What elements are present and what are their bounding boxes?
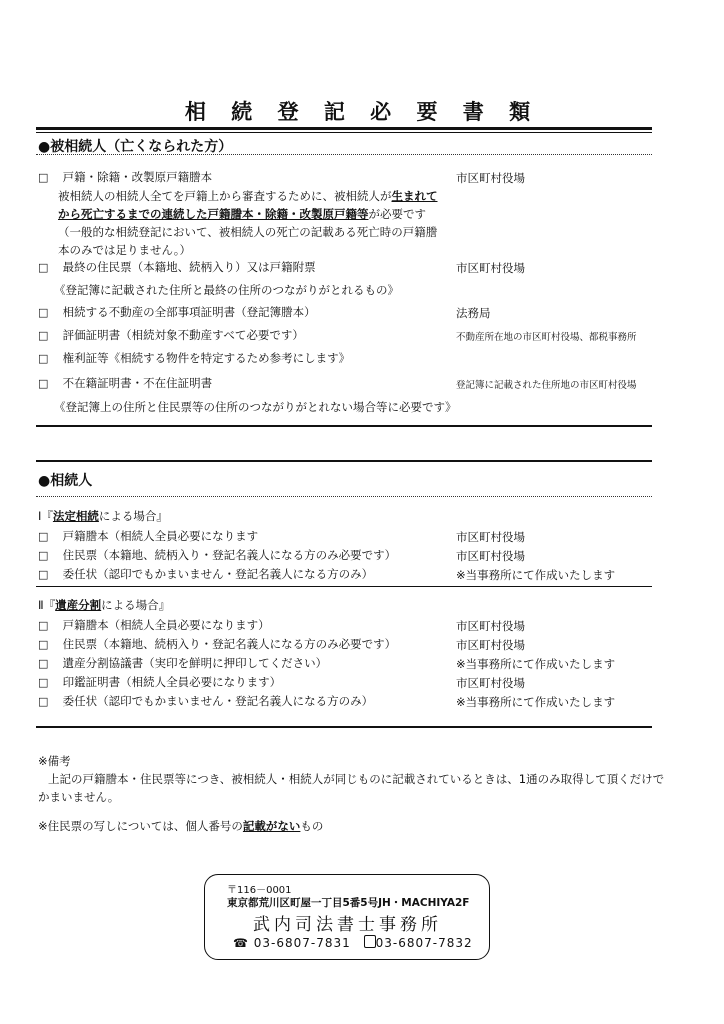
subsection-divider — [36, 586, 652, 587]
checkbox-icon: □ — [38, 329, 49, 342]
list-item — [38, 328, 304, 343]
list-item — [38, 567, 373, 582]
item-note: 《登記簿に記載された住所と最終の住所のつながりがとれるもの》 — [54, 283, 399, 297]
item-label: 遺産分割協議書（実印を鮮明に押印してください） — [62, 656, 328, 670]
list-item — [38, 637, 396, 652]
page-title: 相 続 登 記 必 要 書 類 — [184, 99, 540, 124]
checkbox-icon: □ — [38, 306, 49, 319]
item-office: 登記簿に記載された住所地の市区町村役場 — [456, 380, 637, 391]
office-name: 武内司法書士事務所 — [253, 915, 442, 935]
list-item — [38, 618, 270, 633]
list-item — [38, 529, 258, 544]
item-office: ※当事務所にて作成いたします — [456, 568, 616, 582]
item-office: ※当事務所にて作成いたします — [456, 695, 616, 709]
remarks-line: 上記の戸籍謄本・住民票等につき、被相続人・相続人が同じものに記載されているときは、1通のみ取得して頂くだけで — [48, 772, 665, 786]
heading-text: Ⅰ『 — [38, 509, 53, 523]
checkbox-icon: □ — [38, 377, 49, 390]
checkbox-icon: □ — [38, 695, 49, 708]
heading-text: による場合』 — [101, 598, 171, 612]
remarks-heading: ※備考 — [38, 754, 71, 768]
list-item — [38, 694, 373, 709]
section-divider — [36, 460, 652, 462]
list-item — [38, 351, 350, 366]
item-office: 市区町村役場 — [456, 676, 525, 690]
item-label: 委任状（認印でもかまいません・登記名義人になる方のみ） — [62, 694, 374, 708]
item-label: 不在籍証明書・不在住証明書 — [62, 376, 213, 390]
item-office: ※当事務所にて作成いたします — [456, 657, 616, 671]
heading-emphasis: 法定相続 — [52, 509, 99, 523]
checkbox-icon: □ — [38, 261, 49, 274]
contact-line — [233, 935, 473, 950]
list-item — [38, 656, 327, 671]
list-item — [38, 305, 316, 320]
item-office: 市区町村役場 — [456, 171, 525, 185]
item-office: 不動産所在地の市区町村役場、都税事務所 — [456, 332, 637, 343]
checkbox-icon: □ — [38, 171, 49, 184]
desc-emphasis: から死亡するまでの連続した戸籍謄本・除籍・改製原戸籍等 — [58, 207, 369, 221]
list-item — [38, 170, 212, 185]
item-label: 権利証等《相続する物件を特定するため参考にします》 — [62, 351, 351, 365]
checkbox-icon: □ — [38, 676, 49, 689]
item-label: 住民票（本籍地、続柄入り・登記名義人になる方のみ必要です） — [62, 548, 397, 562]
note-text: もの — [300, 819, 324, 833]
section-divider — [36, 726, 652, 728]
office-fax: 03-6807-7832 — [375, 936, 473, 950]
section-divider — [36, 154, 652, 155]
list-item — [38, 260, 316, 275]
checkbox-icon: □ — [38, 549, 49, 562]
remarks-line: かまいません。 — [38, 790, 120, 804]
item-office: 市区町村役場 — [456, 261, 525, 275]
desc-emphasis: 生まれて — [391, 189, 438, 203]
checkbox-icon: □ — [38, 530, 49, 543]
checkbox-icon: □ — [38, 568, 49, 581]
section-divider — [36, 425, 652, 427]
item-label: 戸籍謄本（相続人全員必要になります — [62, 529, 259, 543]
office-address: 東京都荒川区町屋一丁目5番5号JH・MACHIYA2F — [227, 897, 470, 909]
heading-emphasis: 遺産分割 — [55, 598, 102, 612]
list-item — [38, 376, 212, 391]
item-label: 評価証明書（相続対象不動産すべて必要です） — [62, 328, 304, 342]
item-label: 住民票（本籍地、続柄入り・登記名義人になる方のみ必要です） — [62, 637, 397, 651]
item-office: 法務局 — [456, 306, 491, 320]
desc-text: 被相続人の相続人全てを戸籍上から審査するために、被相続人が — [58, 189, 392, 203]
heirs-heading: ●相続人 — [38, 473, 93, 489]
item-office: 市区町村役場 — [456, 530, 525, 544]
office-stamp — [204, 874, 490, 960]
subsection-heading — [38, 509, 168, 524]
heading-text: Ⅱ『 — [38, 598, 56, 612]
item-description — [58, 187, 438, 259]
checkbox-icon: □ — [38, 352, 49, 365]
fax-icon — [364, 935, 376, 948]
list-item — [38, 548, 396, 563]
title-divider-thin — [36, 132, 652, 133]
checkbox-icon: □ — [38, 638, 49, 651]
list-item — [38, 675, 281, 690]
heading-text: による場合』 — [98, 509, 168, 523]
subsection-heading — [38, 598, 170, 613]
item-label: 相続する不動産の全部事項証明書（登記簿謄本） — [62, 305, 316, 319]
decedent-heading: ●被相続人（亡くなられた方） — [38, 139, 233, 155]
checkbox-icon: □ — [38, 657, 49, 670]
desc-text: が必要です（一般的な相続登記において、被相続人の死亡の記載ある死亡時の戸籍謄本のみでは足りません。） — [58, 207, 438, 257]
postal-code: 〒116－0001 — [227, 885, 292, 896]
item-label: 委任状（認印でもかまいません・登記名義人になる方のみ） — [62, 567, 374, 581]
note-emphasis: 記載がない — [242, 819, 301, 833]
checkbox-icon: □ — [38, 619, 49, 632]
section-divider — [36, 496, 652, 497]
note-text: ※住民票の写しについては、個人番号の — [38, 819, 243, 833]
item-office: 市区町村役場 — [456, 638, 525, 652]
item-office: 市区町村役場 — [456, 549, 525, 563]
item-label: 印鑑証明書（相続人全員必要になります） — [62, 675, 282, 689]
office-tel: 03-6807-7831 — [253, 936, 351, 950]
item-note: 《登記簿上の住所と住民票等の住所のつながりがとれない場合等に必要です》 — [54, 400, 457, 414]
telephone-icon: ☎ — [233, 936, 249, 950]
title-divider — [36, 127, 652, 130]
item-label: 最終の住民票（本籍地、続柄入り）又は戸籍附票 — [62, 260, 316, 274]
item-office: 市区町村役場 — [456, 619, 525, 633]
remarks-note — [38, 818, 323, 835]
item-label: 戸籍謄本（相続人全員必要になります） — [62, 618, 270, 632]
item-label: 戸籍・除籍・改製原戸籍謄本 — [62, 170, 213, 184]
